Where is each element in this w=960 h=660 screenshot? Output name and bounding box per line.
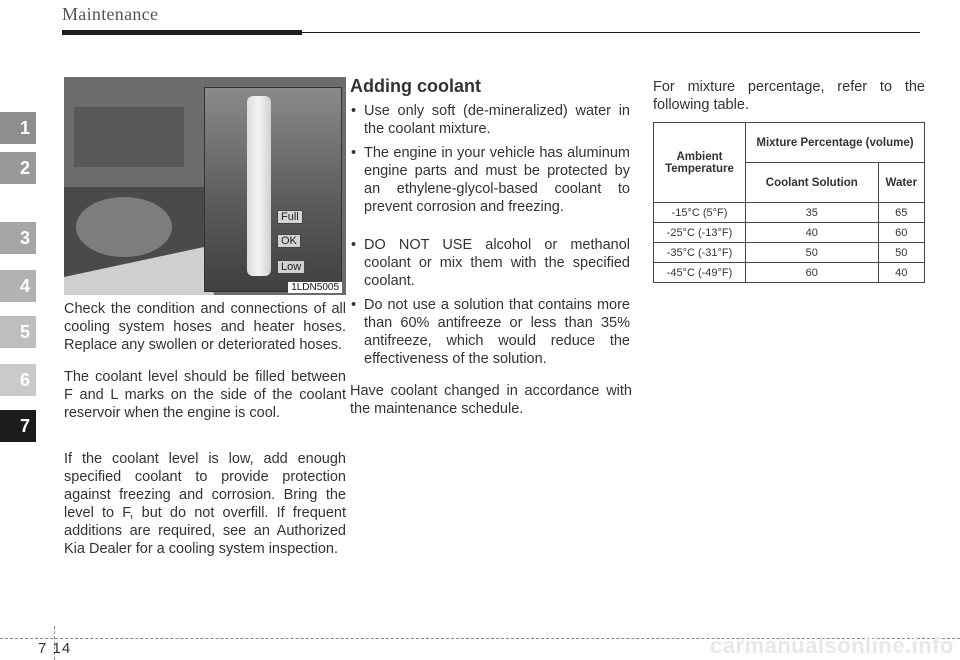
paragraph-add-coolant: If the coolant level is low, add enough specified coolant to provide protection against freezing and corrosion. Bring the level to F, but do not overfill. If frequent additions are required, see an Authorized Kia Dealer for a cooling system inspection.: [64, 451, 346, 557]
cell-water: 65: [878, 203, 924, 223]
watermark: carmanualsonline.info: [710, 633, 954, 658]
bullet-no-alcohol: • DO NOT USE alcohol or methanol coolant or mix them with the specified coolant.: [350, 236, 630, 290]
table-row: [654, 243, 925, 263]
cell-coolant: 60: [746, 263, 879, 283]
low-mark-label: Low: [277, 260, 305, 274]
table-row: [654, 263, 925, 283]
page-header-title: Maintenance: [62, 4, 159, 24]
paragraph-hose-check: Check the condition and connections of all cooling system hoses and heater hoses. Replace any swollen or deteriorated hoses.: [64, 301, 346, 353]
header-mixture-percentage: Mixture Percentage (volume): [746, 123, 925, 163]
header-rule: [302, 32, 920, 33]
cell-water: 50: [878, 243, 924, 263]
bullet-soft-water: • Use only soft (de-mineralized) water in the coolant mixture.: [350, 102, 630, 138]
cell-temperature: -15°C (5°F): [654, 203, 746, 223]
chapter-tab-5[interactable]: 5: [0, 316, 36, 348]
chapter-tab-2[interactable]: 2: [0, 152, 36, 184]
full-mark-label: Full: [277, 210, 303, 224]
mixture-table: [653, 122, 925, 283]
bullet-antifreeze-ratio: • Do not use a solution that contains more than 60% antifreeze or less than 35% antifreeze, which would reduce the effectiveness of the solution.: [350, 296, 630, 368]
engine-bay-photo: [64, 77, 346, 295]
page-number: 7 14: [38, 640, 72, 657]
cell-temperature: -45°C (-49°F): [654, 263, 746, 283]
chapter-tab-4[interactable]: 4: [0, 270, 36, 302]
section-heading: Adding coolant: [350, 76, 481, 96]
chapter-tab-6[interactable]: 6: [0, 364, 36, 396]
cell-coolant: 40: [746, 223, 879, 243]
cell-temperature: -25°C (-13°F): [654, 223, 746, 243]
coolant-reservoir: [247, 96, 271, 276]
cell-coolant: 35: [746, 203, 879, 223]
chapter-tab-7[interactable]: 7: [0, 410, 36, 442]
header-bar: [62, 30, 302, 35]
table-intro: For mixture percentage, refer to the following table.: [653, 79, 925, 113]
paragraph-change-schedule: Have coolant changed in accordance with the maintenance schedule.: [350, 383, 632, 417]
paragraph-coolant-level: The coolant level should be filled between F and L marks on the side of the coolant reservoir when the engine is cool.: [64, 369, 346, 421]
chapter-tab-3[interactable]: 3: [0, 222, 36, 254]
ok-mark-label: OK: [277, 234, 301, 248]
chapter-tab-1[interactable]: 1: [0, 112, 36, 144]
bullet-aluminum-engine: • The engine in your vehicle has aluminum engine parts and must be protected by an ethylene-glycol-based coolant to prevent corrosion and freezing.: [350, 144, 630, 216]
header-ambient-temperature: Ambient Temperature: [654, 123, 746, 203]
cell-water: 60: [878, 223, 924, 243]
cell-temperature: -35°C (-31°F): [654, 243, 746, 263]
header-coolant-solution: Coolant Solution: [746, 163, 879, 203]
cell-water: 40: [878, 263, 924, 283]
header-water: Water: [878, 163, 924, 203]
table-row: [654, 203, 925, 223]
reservoir-closeup: [204, 87, 342, 292]
figure-code: 1LDN5005: [288, 282, 342, 293]
cell-coolant: 50: [746, 243, 879, 263]
table-row: [654, 223, 925, 243]
